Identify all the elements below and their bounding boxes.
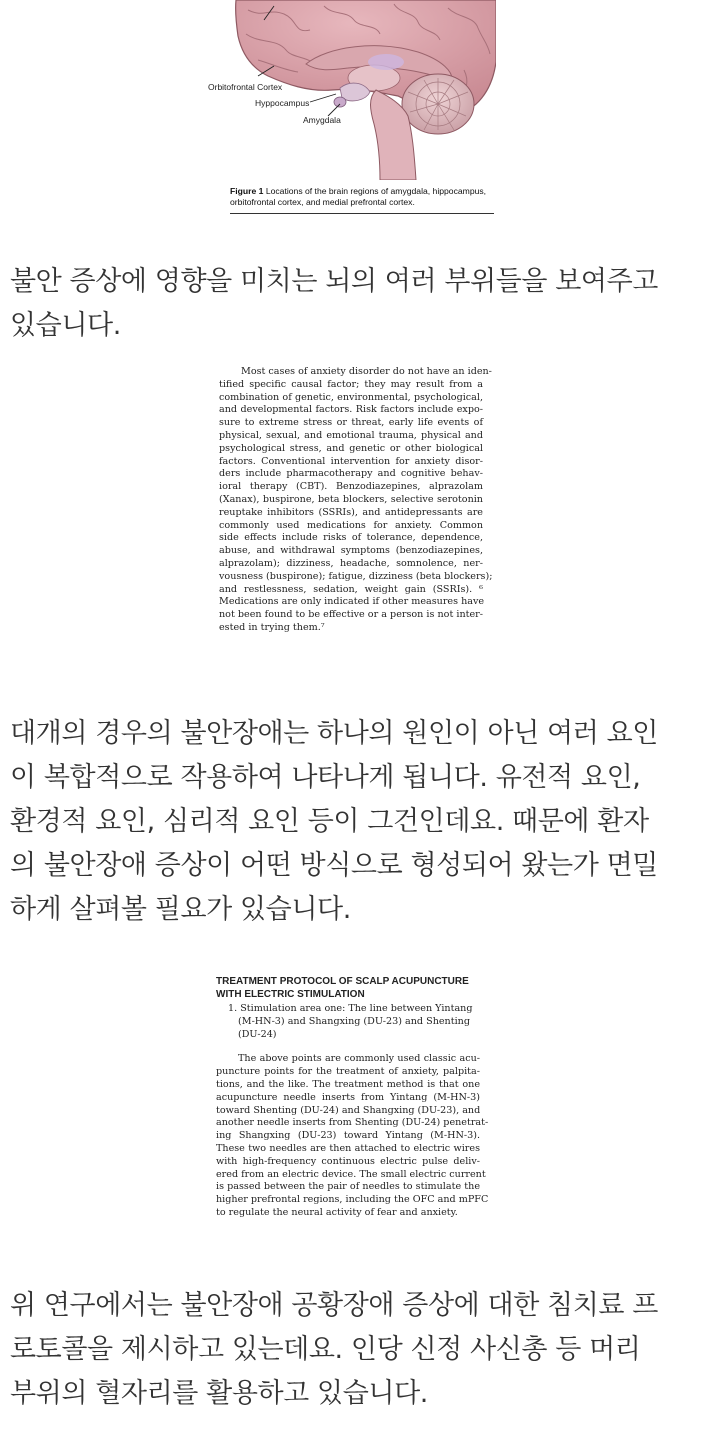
body-line: tions, and the like. The treatment method is that one: [216, 1078, 480, 1090]
paper1-line: tified specific causal factor; they may result from a: [219, 378, 483, 390]
pons-highlight: [368, 54, 404, 70]
paper1-line: and restlessness, sedation, weight gain (SSRIs). ⁶: [219, 583, 483, 595]
paper1-line: ioral therapy (CBT). Benzodiazepines, alprazolam: [219, 481, 483, 493]
paper1-line: alprazolam); dizziness, headache, somnolence, ner-: [219, 557, 483, 569]
paper1-line: commonly used medications for anxiety. Common: [219, 519, 483, 531]
body-line: to regulate the neural activity of fear and anxiety.: [216, 1206, 458, 1218]
body-line: ing Shangxing (DU-23) toward Yintang (M-HN-3).: [216, 1130, 480, 1142]
body-line: The above points are commonly used classic acu-: [238, 1053, 480, 1065]
paper1-line: side effects include risks of tolerance, dependence,: [219, 532, 483, 544]
body-line: is passed between the pair of needles to stimulate the: [216, 1181, 480, 1193]
paper-excerpt-treatment-protocol: [216, 975, 489, 1220]
paper1-line: and developmental factors. Risk factors include expo-: [219, 404, 483, 416]
blog-p3-line: 위 연구에서는 불안장애 공황장애 증상에 대한 침치료 프: [10, 1290, 658, 1321]
blog-paragraph-2: [10, 712, 710, 932]
blog-p2-line: 대개의 경우의 불안장애는 하나의 원인이 아닌 여러 요인: [10, 718, 658, 749]
blog-p2-line: 하게 살펴볼 필요가 있습니다.: [10, 894, 351, 925]
heading-line: WITH ELECTRIC STIMULATION: [216, 989, 365, 1000]
label-hippocampus: Hyppocampus: [255, 98, 310, 108]
body-line: These two needles are then attached to electric wires: [216, 1142, 480, 1154]
body-line: ered from an electric device. The small electric current: [216, 1168, 486, 1180]
caption-rule: [230, 213, 494, 214]
paper1-line: ested in trying them.⁷: [219, 621, 325, 633]
list-line: (DU-24): [238, 1028, 277, 1040]
paper1-line: abuse, and withdrawal symptoms (benzodiazepines,: [219, 545, 483, 557]
paper1-line: Most cases of anxiety disorder do not have an iden-: [241, 366, 492, 377]
paper1-line: (Xanax), buspirone, beta blockers, selective serotonin: [219, 493, 483, 505]
body-line: acupuncture needle inserts from Yintang (M-HN-3): [216, 1091, 480, 1103]
paper1-line: not been found to be effective or a person is not inter-: [219, 609, 483, 621]
paper1-line: psychological stress, and genetic or other biological: [219, 442, 483, 454]
paper1-line: combination of genetic, environmental, psychological,: [219, 391, 483, 403]
body-line: with high-frequency continuous electric pulse deliv-: [216, 1155, 480, 1167]
blog-p3-line: 로토콜을 제시하고 있는데요. 인당 신정 사신총 등 머리: [10, 1334, 641, 1365]
paper1-line: physical, sexual, and emotional trauma, physical and: [219, 429, 483, 441]
body-line: puncture points for the treatment of anxiety, palpita-: [216, 1066, 480, 1078]
figure-caption-line2: orbitofrontal cortex, and medial prefrontal cortex.: [230, 197, 415, 207]
figure-caption: [230, 186, 496, 208]
paper1-line: Medications are only indicated if other measures have: [219, 596, 485, 608]
blog-paragraph-3: [10, 1284, 710, 1416]
paper1-line: factors. Conventional intervention for anxiety disor-: [219, 455, 483, 467]
figure-caption-line1: Locations of the brain regions of amygdala, hippocampus,: [265, 186, 487, 196]
blog-p3-line: 부위의 혈자리를 활용하고 있습니다.: [10, 1378, 428, 1409]
figure-caption-label: Figure 1: [230, 186, 264, 196]
body-line: toward Shenting (DU-24) and Shangxing (DU-23), and: [216, 1104, 481, 1116]
blog-p2-line: 의 불안장애 증상이 어떤 방식으로 형성되어 왔는가 면밀: [10, 850, 658, 881]
treatment-protocol-heading: [216, 975, 480, 1001]
paper1-line: sure to extreme stress or threat, early life events of: [219, 417, 483, 429]
figure-brain: [208, 0, 496, 218]
body-line: another needle inserts from Shenting (DU-24) penetrat-: [216, 1117, 489, 1129]
label-amygdala: Amygdala: [303, 115, 341, 125]
body-line: higher prefrontal regions, including the OFC and mPFC: [216, 1194, 489, 1206]
blog-p2-line: 이 복합적으로 작용하여 나타나게 됩니다. 유전적 요인,: [10, 762, 641, 793]
blog-paragraph-1: [10, 260, 710, 348]
paper1-line: reuptake inhibitors (SSRIs), and antidepressants are: [219, 506, 483, 518]
stimulation-area-list: [216, 1003, 480, 1041]
paper-excerpt-anxiety-factors: [219, 366, 493, 635]
blog-p1-line: 불안 증상에 영향을 미치는 뇌의 여러 부위들을 보여주고: [10, 266, 658, 297]
treatment-description: [216, 1053, 489, 1219]
paper1-line: vousness (buspirone); fatigue, dizziness (beta blockers);: [219, 570, 493, 582]
paper1-line: ders include pharmacotherapy and cognitive behav-: [219, 468, 483, 480]
heading-line: TREATMENT PROTOCOL OF SCALP ACUPUNCTURE: [216, 976, 469, 987]
label-orbitofrontal-cortex: Orbitofrontal Cortex: [208, 82, 283, 92]
blog-p1-line: 있습니다.: [10, 310, 121, 341]
amygdala-region: [334, 97, 346, 107]
list-line: 1. Stimulation area one: The line between Yintang: [228, 1003, 473, 1014]
blog-p2-line: 환경적 요인, 심리적 요인 등이 그건인데요. 때문에 환자: [10, 806, 649, 837]
list-line: (M-HN-3) and Shangxing (DU-23) and Shenting: [238, 1015, 470, 1027]
